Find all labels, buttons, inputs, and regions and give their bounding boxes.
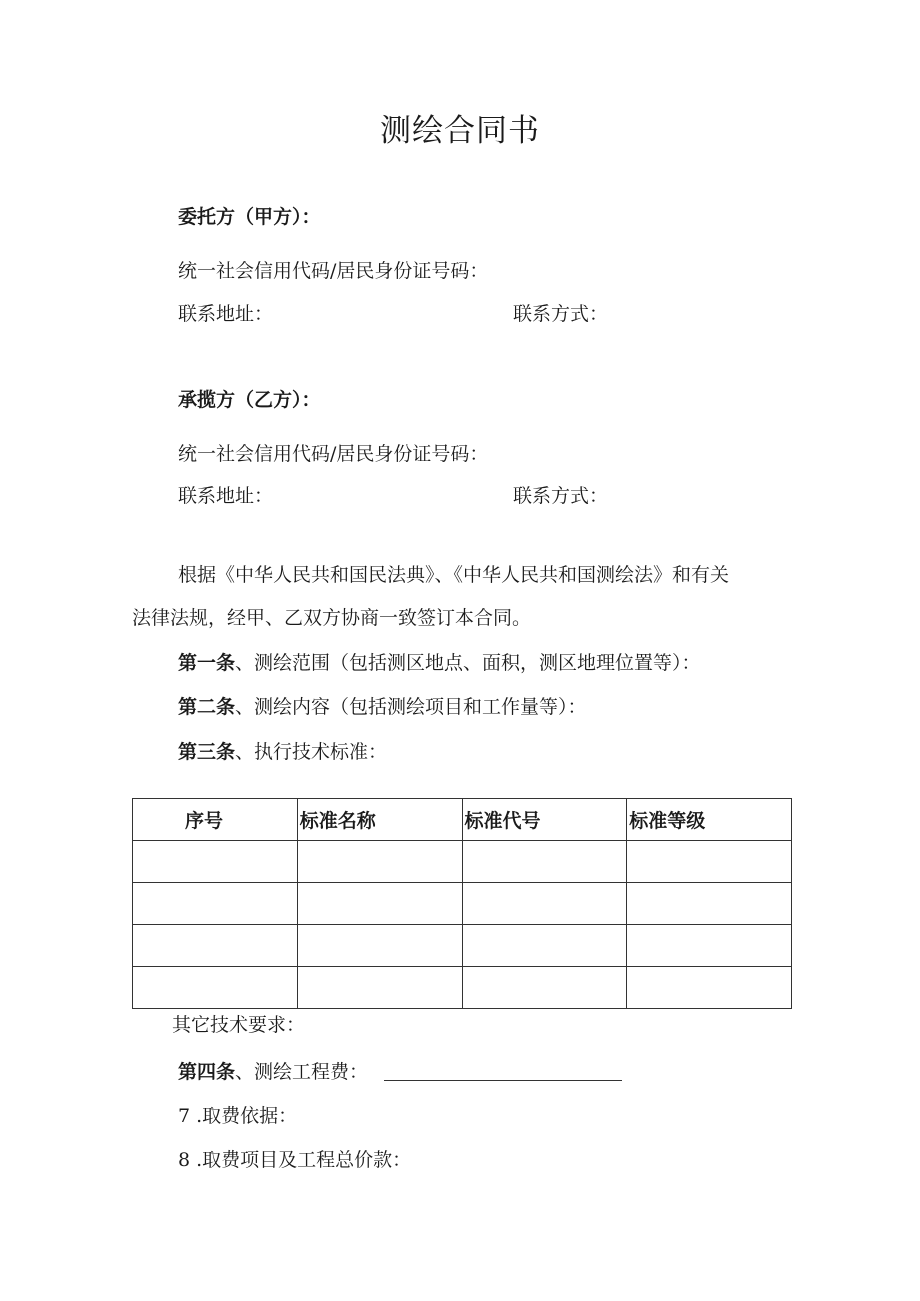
table-cell[interactable] [627, 967, 792, 1009]
table-cell[interactable] [462, 841, 627, 883]
header-serial-number: 序号 [133, 799, 298, 841]
table-cell[interactable] [627, 925, 792, 967]
table-cell[interactable] [627, 841, 792, 883]
table-cell[interactable] [133, 841, 298, 883]
article-2-text: 、测绘内容（包括测绘项目和工作量等）： [235, 696, 587, 718]
article-1-text: 、测绘范围（包括测区地点、面积，测区地理位置等）： [235, 652, 701, 674]
party-a-address-label: 联系地址： [178, 303, 274, 325]
fee-item-8: 8 .取费项目及工程总价款： [178, 1149, 412, 1171]
table-header-row [133, 799, 792, 841]
party-a-heading: 委托方（甲方）： [178, 206, 321, 228]
header-standard-code: 标准代号 [462, 799, 627, 841]
table-row [133, 925, 792, 967]
table-cell[interactable] [297, 883, 462, 925]
standards-table [132, 798, 792, 1009]
article-2-label: 第二条 [178, 696, 236, 718]
article-4 [178, 1060, 368, 1084]
party-b-credit-code-label: 统一社会信用代码/居民身份证号码： [178, 443, 489, 465]
page-title: 测绘合同书 [380, 113, 540, 149]
table-cell[interactable] [462, 883, 627, 925]
table-row [133, 883, 792, 925]
party-b-heading: 承揽方（乙方）： [178, 389, 321, 411]
party-b-address-label: 联系地址： [178, 485, 274, 507]
table-cell[interactable] [133, 967, 298, 1009]
table-cell[interactable] [297, 841, 462, 883]
article-3-text: 、执行技术标准： [235, 741, 388, 763]
article-4-text: 、测绘工程费： [235, 1061, 369, 1083]
party-a-contact-label: 联系方式： [513, 303, 609, 325]
table-cell[interactable] [462, 925, 627, 967]
header-standard-name: 标准名称 [297, 799, 462, 841]
article-1 [178, 651, 701, 675]
table-row [133, 841, 792, 883]
article-3 [178, 740, 387, 764]
table-cell[interactable] [297, 925, 462, 967]
fee-item-7: 7 .取费依据： [178, 1105, 298, 1127]
party-a-credit-code-label: 统一社会信用代码/居民身份证号码： [178, 260, 489, 282]
table-cell[interactable] [133, 925, 298, 967]
table-cell[interactable] [133, 883, 298, 925]
preamble-line-1: 根据《中华人民共和国民法典》、《中华人民共和国测绘法》和有关 [178, 564, 730, 586]
article-2 [178, 695, 587, 719]
article-4-label: 第四条 [178, 1061, 236, 1083]
preamble-line-2: 法律法规，经甲、乙双方协商一致签订本合同。 [132, 607, 532, 629]
fee-blank-line[interactable] [384, 1080, 622, 1081]
other-requirements-label: 其它技术要求： [172, 1014, 306, 1036]
table-cell[interactable] [462, 967, 627, 1009]
header-standard-grade: 标准等级 [627, 799, 792, 841]
article-3-label: 第三条 [178, 741, 236, 763]
table-row [133, 967, 792, 1009]
table-cell[interactable] [627, 883, 792, 925]
table-cell[interactable] [297, 967, 462, 1009]
party-b-contact-label: 联系方式： [513, 485, 609, 507]
article-1-label: 第一条 [178, 652, 236, 674]
